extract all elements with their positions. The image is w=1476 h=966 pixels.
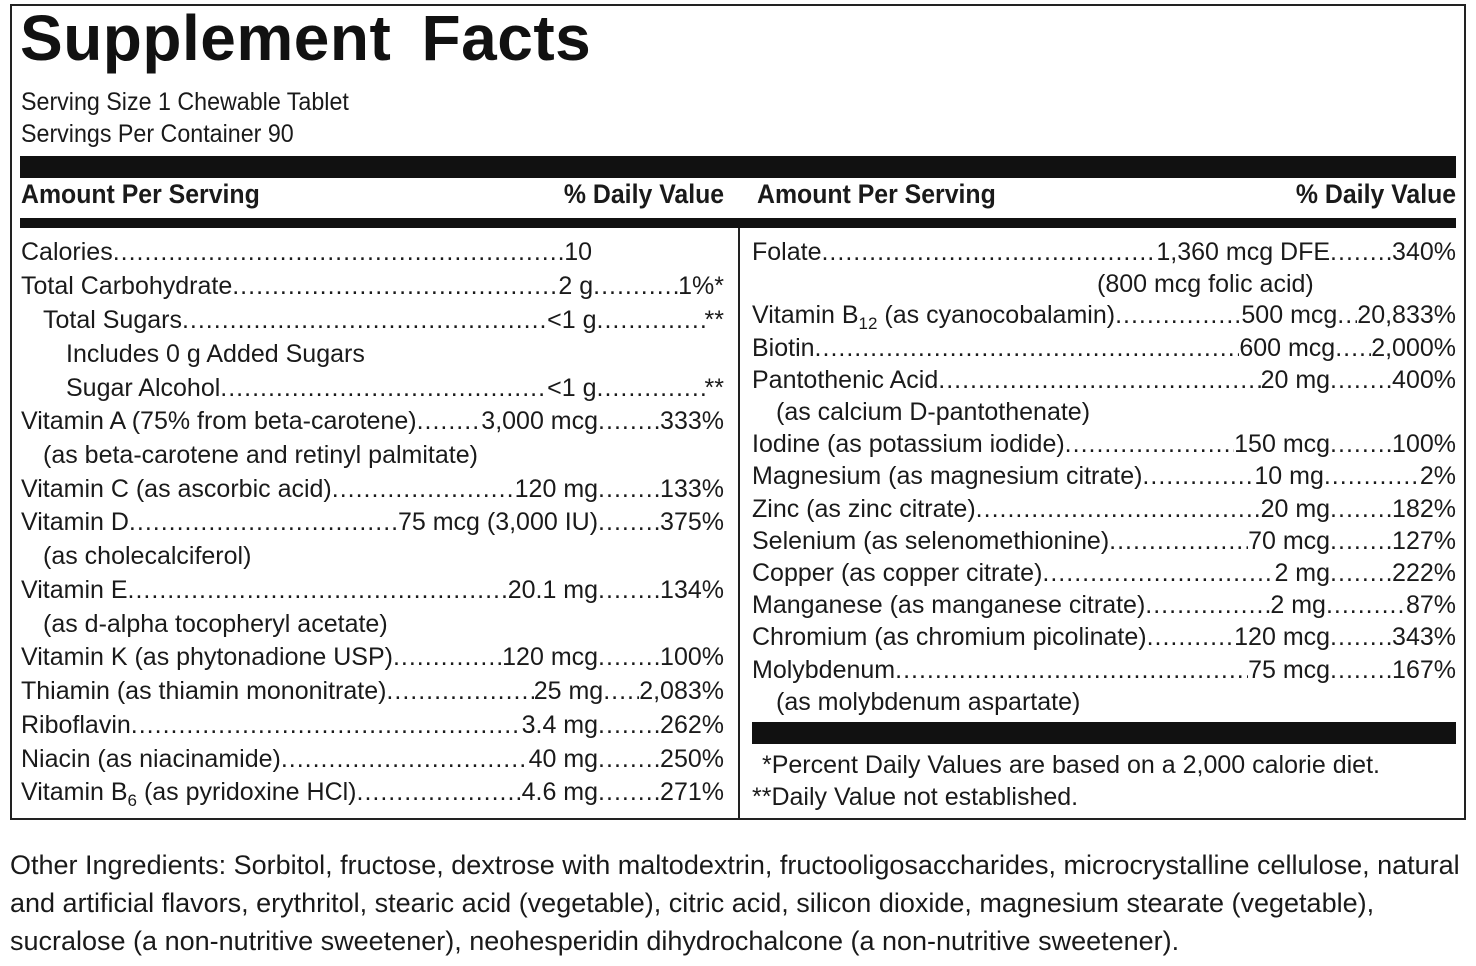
row-chromium [752, 621, 1456, 653]
daily-value: 343% [1392, 623, 1456, 651]
row-zinc [752, 493, 1456, 525]
nutrient-label: Folate [752, 238, 822, 266]
row-total-carbohydrate [21, 270, 724, 302]
nutrient-amount: 25 mg [533, 677, 604, 705]
left-dv-header: % Daily Value [563, 179, 724, 209]
nutrient-amount: 20 mg [1260, 495, 1331, 523]
daily-value: 375% [660, 508, 724, 536]
row-molybdenum [752, 654, 1456, 686]
nutrient-amount: 500 mcg [1241, 301, 1338, 329]
nutrient-label: Molybdenum [752, 656, 896, 684]
nutrient-label: Copper (as copper citrate) [752, 559, 1043, 587]
vitamin-e-source: (as d-alpha tocopheryl acetate) [43, 610, 388, 638]
nutrient-label: Biotin [752, 334, 815, 362]
daily-value: 222% [1392, 559, 1456, 587]
row-copper [752, 557, 1456, 589]
nutrient-amount: 3,000 mcg [481, 407, 599, 435]
row-sugar-alcohol [66, 372, 724, 404]
daily-value: 182% [1392, 495, 1456, 523]
pantothenic-source: (as calcium D-pantothenate) [776, 398, 1091, 426]
daily-value: 133% [660, 475, 724, 503]
row-thiamin [21, 675, 724, 707]
nutrient-amount: 10 [564, 238, 592, 266]
row-iodine [752, 428, 1456, 460]
daily-value: 134% [660, 576, 724, 604]
row-riboflavin [21, 709, 724, 741]
nutrient-label: Iodine (as potassium iodide) [752, 430, 1065, 458]
row-selenium [752, 525, 1456, 557]
footnote-percent-dv: *Percent Daily Values are based on a 2,000 calorie diet. [762, 751, 1380, 779]
row-vitamin-d [21, 506, 724, 538]
right-dv-header: % Daily Value [1295, 179, 1456, 209]
row-calories [21, 236, 592, 268]
nutrient-label: Vitamin $B_{12}$ (as cyanocobalamin) [752, 301, 1116, 333]
nutrient-label: Zinc (as zinc citrate) [752, 495, 976, 523]
row-vitamin-e [21, 574, 724, 606]
nutrient-label: Vitamin $B_6$ (as pyridoxine HCl) [21, 778, 357, 810]
added-sugars: Includes 0 g Added Sugars [66, 340, 365, 368]
nutrient-label: Riboflavin [21, 711, 131, 739]
nutrient-amount: 40 mg [528, 745, 599, 773]
footnote-dv-not-established: **Daily Value not established. [752, 783, 1079, 811]
nutrient-label: Calories [21, 238, 113, 266]
nutrient-amount: 120 mcg [1234, 623, 1331, 651]
row-pantothenic-acid [752, 364, 1456, 396]
folate-source: (800 mcg folic acid) [1097, 270, 1314, 298]
nutrient-amount: 10 mg [1254, 462, 1324, 490]
serving-size: Serving Size 1 Chewable Tablet [21, 88, 349, 116]
nutrient-label: Vitamin A (75% from beta-carotene) [21, 407, 417, 435]
nutrient-label: Vitamin K (as phytonadione USP) [21, 643, 393, 671]
nutrient-amount: 75 mcg [1248, 656, 1331, 684]
daily-value: 400% [1392, 366, 1456, 394]
footnote-divider-bar [752, 722, 1456, 744]
daily-value: 1%* [678, 272, 724, 300]
nutrient-amount: 2 mg [1274, 559, 1331, 587]
left-amount-header: Amount Per Serving [21, 179, 260, 209]
nutrient-label: Vitamin D [21, 508, 129, 536]
daily-value: ** [704, 306, 724, 334]
row-magnesium [752, 460, 1456, 492]
nutrient-label: Vitamin C (as ascorbic acid) [21, 475, 332, 503]
row-vitamin-c [21, 473, 724, 505]
nutrient-amount: 70 mcg [1248, 527, 1331, 555]
nutrient-amount: 1,360 mcg DFE [1156, 238, 1331, 266]
nutrient-amount: 150 mcg [1234, 430, 1331, 458]
row-biotin [752, 332, 1456, 364]
daily-value: 167% [1392, 656, 1456, 684]
nutrient-label: Total Sugars [43, 306, 182, 334]
daily-value: ** [704, 374, 724, 402]
row-vitamin-k [21, 641, 724, 673]
nutrient-amount: 2 mg [1270, 591, 1326, 619]
nutrient-label: Sugar Alcohol [66, 374, 221, 402]
vitamin-d-source: (as cholecalciferol) [43, 542, 252, 570]
thick-divider-bar [20, 156, 1456, 178]
nutrient-label: Vitamin E [21, 576, 128, 604]
molybdenum-source: (as molybdenum aspartate) [776, 688, 1081, 716]
daily-value: 100% [1392, 430, 1456, 458]
daily-value: 340% [1392, 238, 1456, 266]
header-divider-bar [20, 218, 1456, 228]
nutrient-label: Magnesium (as magnesium citrate) [752, 462, 1143, 490]
other-ingredients: Other Ingredients: Sorbitol, fructose, dextrose with maltodextrin, fructooligosaccharides, microcrystalline cellulose, natural and artificial flavors, erythritol, stearic acid (vegetable), citric acid, silicon dioxide, magnesium stearate (vegetable), sucralose (a non-nutritive sweetener), neohesperidin dihydrochalcone (a non-nutritive sweetener). [10, 850, 1460, 956]
daily-value: 271% [660, 778, 724, 806]
daily-value: 100% [660, 643, 724, 671]
nutrient-label: Total Carbohydrate [21, 272, 233, 300]
row-vitamin-b12 [752, 299, 1456, 331]
row-total-sugars [43, 304, 724, 336]
daily-value: 333% [660, 407, 724, 435]
nutrient-amount: 600 mcg [1239, 334, 1336, 362]
nutrient-amount: 120 mcg [502, 643, 599, 671]
column-divider [738, 228, 740, 818]
nutrient-amount: 2 g [558, 272, 594, 300]
daily-value: 2% [1419, 462, 1456, 490]
daily-value: 87% [1405, 591, 1456, 619]
row-vitamin-a [21, 405, 724, 437]
nutrient-label: Niacin (as niacinamide) [21, 745, 281, 773]
nutrient-label: Selenium (as selenomethionine) [752, 527, 1110, 555]
daily-value: 127% [1392, 527, 1456, 555]
nutrient-amount: 75 mcg (3,000 IU) [397, 508, 599, 536]
nutrient-label: Chromium (as chromium picolinate) [752, 623, 1147, 651]
daily-value: 2,000% [1371, 334, 1456, 362]
nutrient-label: Pantothenic Acid [752, 366, 939, 394]
row-folate [752, 236, 1456, 268]
nutrient-amount: 4.6 mg [521, 778, 599, 806]
daily-value: 262% [660, 711, 724, 739]
right-amount-header: Amount Per Serving [757, 179, 996, 209]
nutrient-amount: 20.1 mg [507, 576, 599, 604]
nutrient-label: Manganese (as manganese citrate) [752, 591, 1146, 619]
vitamin-a-source: (as beta-carotene and retinyl palmitate) [43, 441, 478, 469]
row-manganese [752, 589, 1456, 621]
nutrient-amount: 20 mg [1260, 366, 1331, 394]
row-vitamin-b6 [21, 776, 724, 808]
row-niacin [21, 743, 724, 775]
daily-value: 2,083% [639, 677, 724, 705]
nutrient-amount: 3.4 mg [521, 711, 599, 739]
nutrient-amount: <1 g [547, 374, 597, 402]
daily-value: 20,833% [1357, 301, 1456, 329]
servings-per-container: Servings Per Container 90 [21, 120, 294, 148]
nutrient-amount: <1 g [547, 306, 597, 334]
nutrient-label: Thiamin (as thiamin mononitrate) [21, 677, 387, 705]
panel-title: Supplement Facts [20, 2, 592, 74]
daily-value: 250% [660, 745, 724, 773]
nutrient-amount: 120 mg [514, 475, 599, 503]
